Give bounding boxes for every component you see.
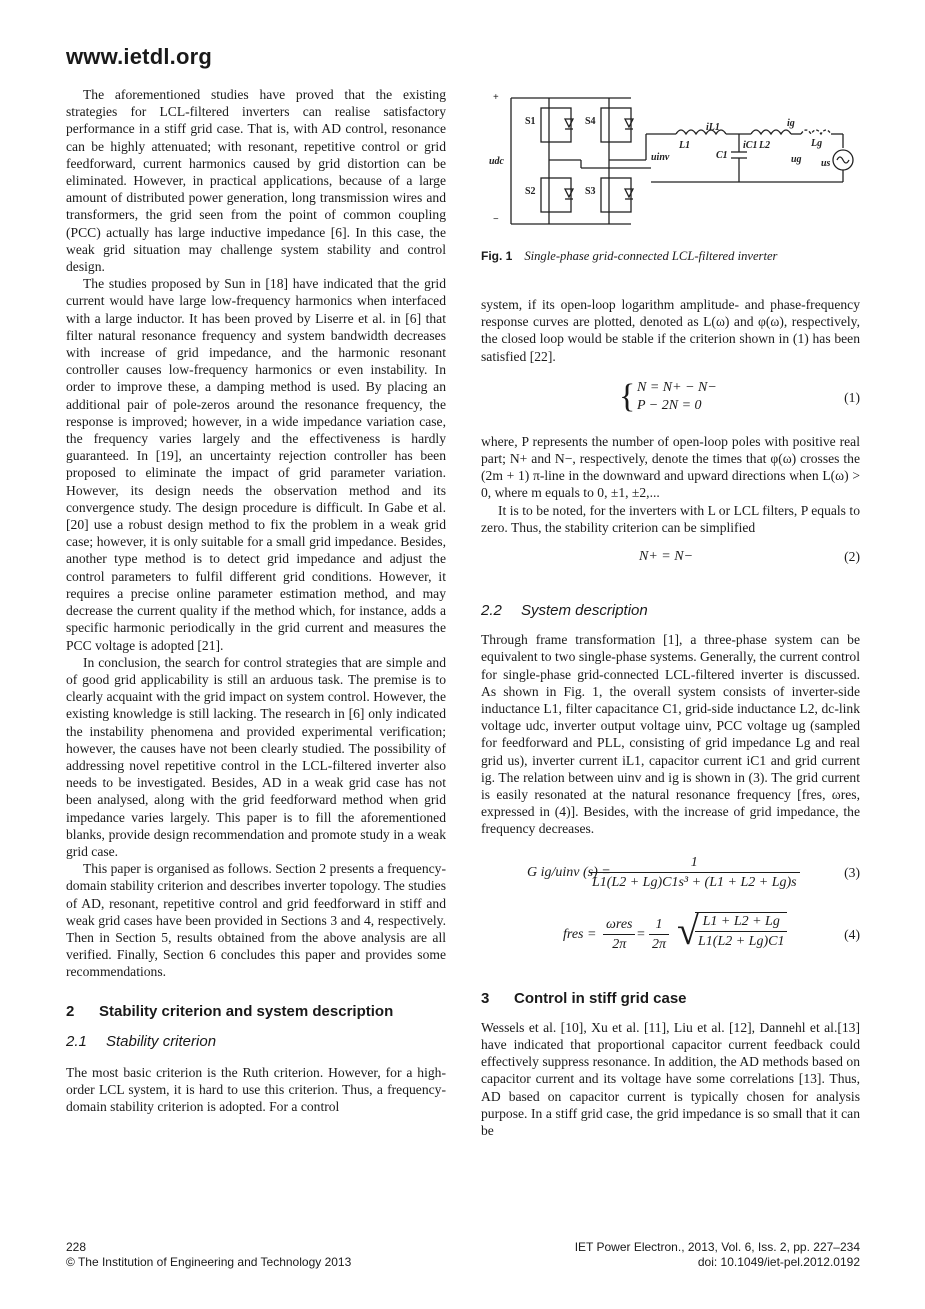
equation-4-f1-numerator: ωres — [603, 916, 635, 935]
paragraph-criterion-where: where, P represents the number of open-loop poles with positive real part; N+ and N−, respectively, denote the times that φ(ω) crosses the (2m + 1) π-line in the downward and upward directions when L(ω) > 0, where m equals to 0, ±1, ±2,... — [481, 433, 860, 501]
equation-4-root-fraction — [695, 912, 787, 950]
equation-1-line-2: P − 2N = 0 — [637, 397, 702, 413]
equation-4 — [481, 907, 860, 960]
equation-4-fraction-2 — [649, 916, 669, 953]
switch-s4-label: S4 — [585, 116, 596, 127]
page-number: 228 — [66, 1240, 87, 1254]
equation-4-f2-denominator: 2π — [652, 936, 667, 952]
section-number: 2 — [66, 1002, 75, 1020]
equation-2-body: N+ = N− — [639, 549, 694, 565]
equation-2-number: (2) — [844, 549, 860, 565]
subsection-title: System description — [521, 602, 648, 620]
equation-3-numerator: 1 — [589, 854, 800, 873]
paragraph-intro-2: The studies proposed by Sun in [18] have indicated that the grid current would have large low-frequency harmonics when interfaced with a large inductor. It has been proved by Liserre et al. in [6] that filter natural resonance frequency and system bandwidth decreases with increase of grid impedance, and the harmonic resonant controller causes low-frequency harmonics or even instability. In order to improve these, a damping method is used. By placing an additional pair of pole-zeros around the resonance frequency, the response is improved; however, in a wide impedance variation case, the frequency varies largely and the effectiveness is hardly guaranteed. In [19], an uncertainty rejection controller has been proposed to eliminate the impact of grid parameter variation. However, its design needs the observation method and its convergence study. The design procedure is difficult. In Gabe et al. [20] use a robust design method to fix the problem in a weak grid case; however, it is only suitable for a small grid impedance. Besides, another type method is to detect grid impedance and adjust the control parameters to fulfil different grid conditions. However, it requires a precise online parameter estimation method, and may decrease the current quality if the method which, for instance, adds a specific harmonic periodically in the grid current and measures the PCC voltage is adopted [21]. — [66, 276, 446, 653]
equation-4-root-numerator: L1 + L2 + Lg — [695, 913, 787, 932]
subsection-number: 2.2 — [481, 602, 502, 620]
doi[interactable]: doi: 10.1049/iet-pel.2012.0192 — [697, 1255, 860, 1269]
switch-s1-label: S1 — [525, 116, 536, 127]
figure-caption-text: Single-phase grid-connected LCL-filtered inverter — [524, 249, 778, 263]
section-number: 3 — [481, 989, 490, 1007]
paragraph-intro-3: In conclusion, the search for control strategies that are simple and of good grid applicability is still an arduous task. The premise is to clearly acquaint with the grid impact on system control. However, the existing knowledge is still lacking. The research in [6] only indicated the instability phenomena and provided experimental verification; however, the causes have not been clearly studied. The possibility of addressing novel repetitive control in the LCL-filtered inverter also needs to be investigated. Besides, AD in a weak grid case has not been analysed, along with the grid feedforward method when grid impedance varies largely. This paper is to fill the aforementioned blanks, provide design recommendation and promote study in a weak grid case. — [66, 654, 446, 859]
dc-plus-label: + — [493, 92, 499, 103]
ig-label: ig — [787, 118, 795, 129]
switch-s2-label: S2 — [525, 186, 536, 197]
equation-4-lhs: fres = — [563, 926, 597, 942]
ic1-label: iC1 — [743, 140, 758, 151]
us-label: us — [821, 158, 831, 169]
footer-left — [66, 1240, 351, 1270]
equation-4-f1-denominator: 2π — [612, 936, 627, 952]
section-2-heading — [66, 1003, 446, 1020]
equation-4-number: (4) — [844, 926, 860, 942]
left-column — [66, 86, 446, 1116]
figure-1-circuit — [481, 86, 866, 238]
il1-label: iL1 — [706, 122, 720, 133]
equation-4-fraction-1 — [603, 916, 635, 953]
subsection-2-2-heading — [481, 602, 860, 619]
section-title: Stability criterion and system description — [99, 1002, 394, 1020]
site-header[interactable]: www.ietdl.org — [66, 44, 213, 69]
paragraph-intro-1: The aforementioned studies have proved that the existing strategies for LCL-filtered inverters can realise satisfactory performance in a stiff grid case. That is, with AD control, resonance can be highly attenuated; with resonant, repetitive control or grid feedforward, current harmonics caused by grid distortion can be eliminated. However, in practical applications, because of a large amount of distributed power generation, long transmission wires and transformers, the grid seen from the point of common coupling (PCC) actually has large inductive impedance [6]. In this case, the weak grid situation may challenge system stability and control design. — [66, 87, 446, 275]
copyright: © The Institution of Engineering and Technology 2013 — [66, 1255, 352, 1269]
udc-label: udc — [489, 156, 504, 167]
dc-minus-label: − — [493, 214, 499, 225]
paragraph-criterion-intro: system, if its open-loop logarithm amplitude- and phase-frequency response curves are plotted, denoted as L(ω) and φ(ω), respectively, the closed loop would be stable if the criterion shown in (1) has been satisfied [22]. — [481, 297, 860, 364]
uinv-label: uinv — [651, 152, 670, 163]
lg-label: Lg — [811, 138, 823, 149]
right-column — [481, 296, 860, 1139]
equation-4-f2-numerator: 1 — [649, 916, 669, 935]
journal-citation: IET Power Electron., 2013, Vol. 6, Iss. 2, pp. 227–234 — [574, 1240, 860, 1254]
subsection-number: 2.1 — [66, 1032, 87, 1050]
equation-3 — [481, 854, 860, 896]
figure-1-caption — [481, 249, 777, 264]
l2-label: L2 — [759, 140, 771, 151]
equation-1-line-1: N = N+ − N− — [637, 379, 717, 395]
equation-3-fraction — [589, 854, 800, 891]
equation-4-root-denominator: L1(L2 + Lg)C1 — [698, 933, 785, 949]
equation-1 — [481, 377, 860, 421]
equation-3-denominator: L1(L2 + Lg)C1s³ + (L1 + L2 + Lg)s — [592, 874, 797, 890]
equation-3-number: (3) — [844, 864, 860, 880]
paragraph-stability-criterion: The most basic criterion is the Ruth criterion. However, for a high-order LCL system, it is hard to use this criterion. Thus, a frequency-domain stability criterion is adopted. For a control — [66, 1064, 446, 1115]
sqrt-sign: √ — [677, 907, 699, 953]
footer-right — [575, 1240, 860, 1270]
c1-label: C1 — [716, 150, 728, 161]
equation-1-number: (1) — [844, 389, 860, 405]
subsection-title: Stability criterion — [106, 1032, 217, 1050]
l1-label: L1 — [679, 140, 691, 151]
section-title: Control in stiff grid case — [514, 989, 687, 1007]
switch-s3-label: S3 — [585, 186, 596, 197]
paragraph-criterion-simplified: It is to be noted, for the inverters with L or LCL filters, P equals to zero. Thus, the stability criterion can be simplified — [481, 502, 860, 535]
brace: { — [619, 377, 636, 415]
ug-label: ug — [791, 154, 802, 165]
equation-3-lhs: G ig/uinv (s) = — [527, 864, 611, 880]
figure-label: Fig. 1 — [481, 249, 513, 263]
paragraph-system-description: Through frame transformation [1], a three-phase system can be equivalent to two single-phase systems. Generally, the current control for single-phase grid-connected LCL-filtered inverter is discussed. As shown in Fig. 1, the overall system consists of inverter-side inductance L1, filter capacitance C1, grid-side inductance L2, dc-link voltage udc, inverter output voltage uinv, PCC voltage ug (sampled for feedforward and PLL, consisting of grid impedance Lg and real grid us), inverter current iL1, capacitor current iC1 and grid current ig. The relation between uinv and ig is shown in (3). The grid current is easily resonated at the natural resonance frequency [fres, ωres, expressed in (4)]. Besides, with the increase of grid impedance, the frequency decreases. — [481, 632, 860, 837]
subsection-2-1-heading — [66, 1033, 446, 1050]
paragraph-stiff-grid: Wessels et al. [10], Xu et al. [11], Liu et al. [12], Dannehl et al.[13] have indicated that proportional capacitor current feedback could effectively suppress resonance. In addition, the AD methods based on capacitor current and its voltage have some correlations [13]. Thus, AD based on capacitor current is typically chosen for analysis purpose. In a stiff grid case, the grid impedance is so small that it can be — [481, 1019, 860, 1139]
equals-sign: = — [637, 926, 645, 942]
paragraph-intro-4: This paper is organised as follows. Section 2 presents a frequency-domain stability criterion and describes inverter topology. The studies of AD, resonant, repetitive control and grid feedforward in stiff and weak grid cases have been provided in Sections 3 and 4, respectively. Then in Section 5, results obtained from the above analysis are all verified. Finally, Section 6 concludes this paper and provides some recommendations. — [66, 861, 446, 980]
equation-2 — [481, 548, 860, 568]
section-3-heading — [481, 990, 860, 1007]
